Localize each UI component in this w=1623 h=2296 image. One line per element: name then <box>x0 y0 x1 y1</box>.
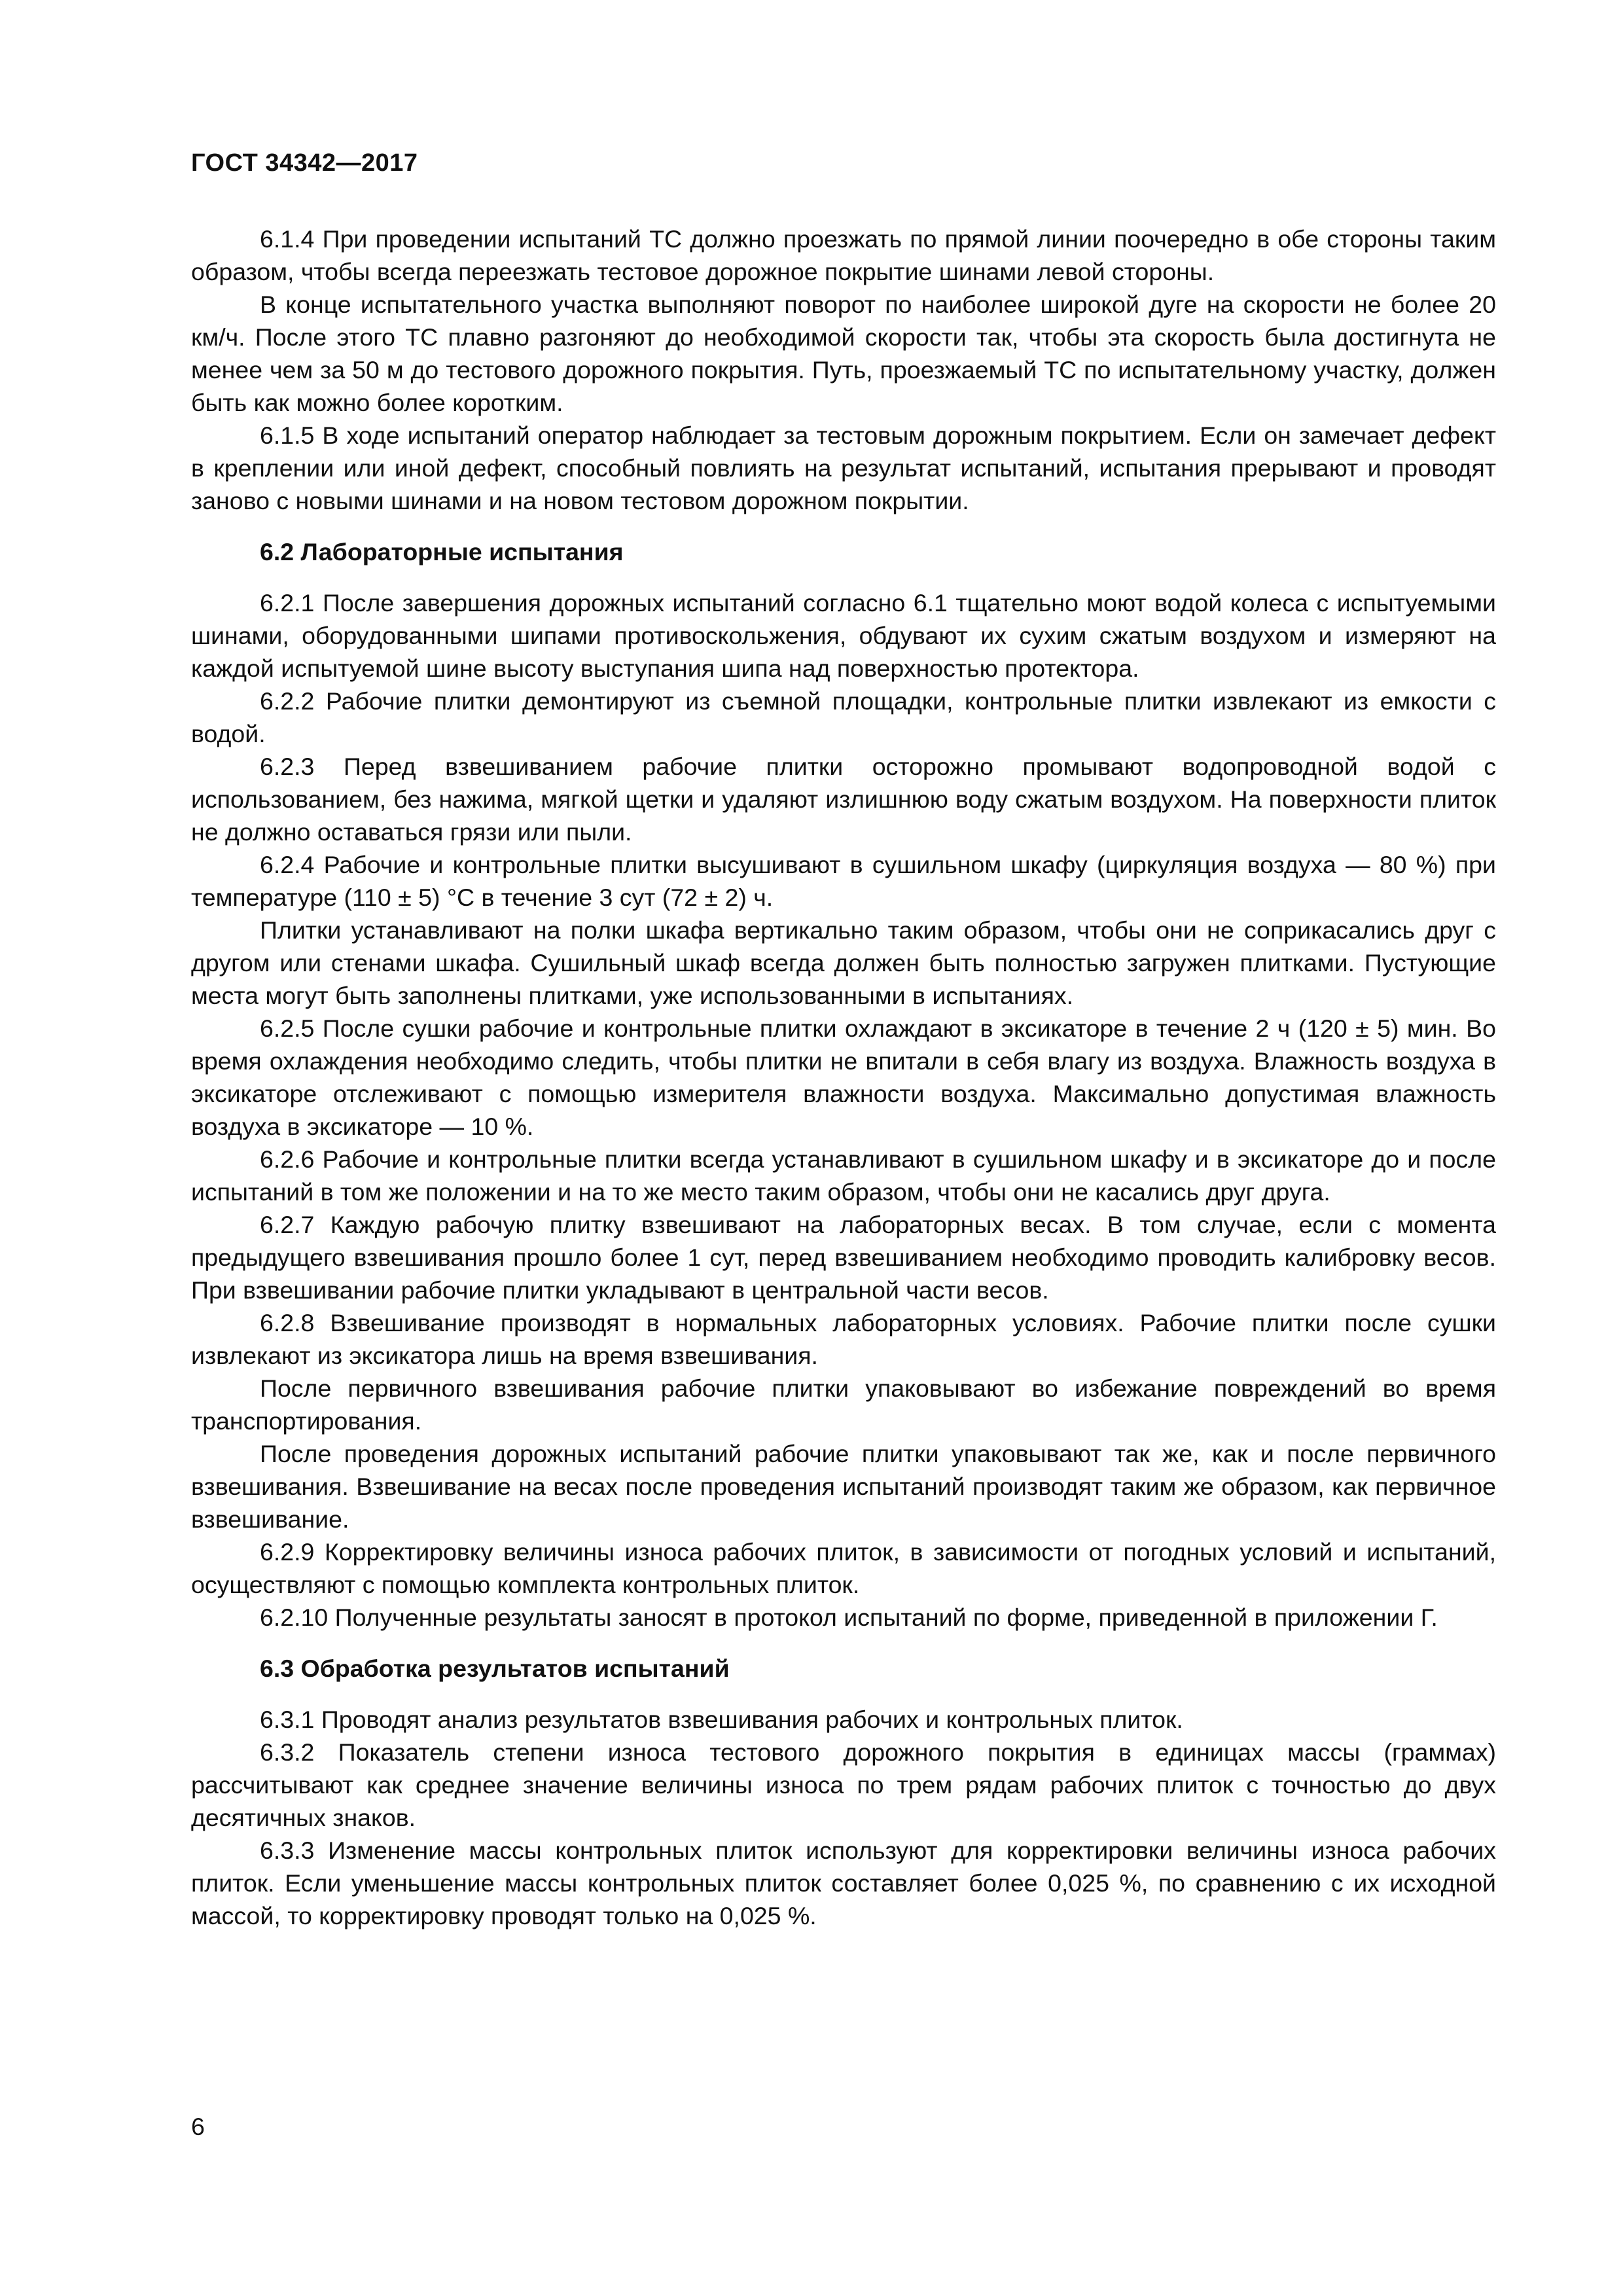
paragraph: В конце испытательного участка выполняют поворот по наиболее широкой дуге на скорости не более 20 км/ч. После этого ТС плавно разгоняют до необходимой скорости так, чтобы эта скорость была достигнута не менее чем за 50 м до тестового дорожного покрытия. Путь, проезжаемый ТС по испытательному участку, должен быть как можно более коротким. <box>191 291 1496 416</box>
paragraph: 6.3.1 Проводят анализ результатов взвешивания рабочих и контрольных плиток. <box>260 1706 1183 1733</box>
paragraph: 6.3.2 Показатель степени износа тестового дорожного покрытия в единицах массы (граммах) рассчитывают как среднее значение величины износа по трем рядам рабочих плиток с точностью до двух десятичных знаков. <box>191 1738 1496 1831</box>
paragraph: 6.3.3 Изменение массы контрольных плиток используют для корректировки величины износа рабочих плиток. Если уменьшение массы контрольных плиток составляет более 0,025 %, по сравнению с их исходной массой, то корректировку проводят только на 0,025 %. <box>191 1837 1496 1929</box>
paragraph: 6.2.3 Перед взвешиванием рабочие плитки осторожно промывают водопроводной водой с использованием, без нажима, мягкой щетки и удаляют излишнюю воду сжатым воздухом. На поверхности плиток не должно оставаться грязи или пыли. <box>191 753 1496 846</box>
paragraph: 6.2.5 После сушки рабочие и контрольные плитки охлаждают в эксикаторе в течение 2 ч (120 ± 5) мин. Во время охлаждения необходимо следить, чтобы плитки не впитали в себя влагу из воздуха. Влажность воздуха в эксикаторе отслеживают с помощью измерителя влажности воздуха. Максимально допустимая влажность воздуха в эксикаторе — 10 %. <box>191 1014 1496 1140</box>
paragraph: Плитки устанавливают на полки шкафа вертикально таким образом, чтобы они не соприкасались друг с другом или стенами шкафа. Сушильный шкаф всегда должен быть полностью загружен плитками. Пустующие места могут быть заполнены плитками, уже использованными в испытаниях. <box>191 916 1496 1009</box>
paragraph: 6.2.8 Взвешивание производят в нормальных лабораторных условиях. Рабочие плитки после сушки извлекают из эксикатора лишь на время взвешивания. <box>191 1309 1496 1369</box>
paragraph: 6.1.4 При проведении испытаний ТС должно проезжать по прямой линии поочередно в обе стороны таким образом, чтобы всегда переезжать тестовое дорожное покрытие шинами левой стороны. <box>191 225 1496 285</box>
paragraph: 6.2.6 Рабочие и контрольные плитки всегда устанавливают в сушильном шкафу и в эксикаторе до и после испытаний в том же положении и на то же место таким образом, чтобы они не касались друг друга. <box>191 1145 1496 1206</box>
paragraph: 6.2.10 Полученные результаты заносят в протокол испытаний по форме, приведенной в приложении Г. <box>260 1604 1438 1631</box>
document-body <box>191 223 1496 1932</box>
paragraph: 6.2.9 Корректировку величины износа рабочих плиток, в зависимости от погодных условий и испытаний, осуществляют с помощью комплекта контрольных плиток. <box>191 1538 1496 1598</box>
paragraph: 6.2.1 После завершения дорожных испытаний согласно 6.1 тщательно моют водой колеса с испытуемыми шинами, оборудованными шипами противоскольжения, обдувают их сухим сжатым воздухом и измеряют на каждой испытуемой шине высоту выступания шипа над поверхностью протектора. <box>191 589 1496 682</box>
document-header-code: ГОСТ 34342—2017 <box>191 149 418 177</box>
paragraph: 6.2.7 Каждую рабочую плитку взвешивают на лабораторных весах. В том случае, если с момента предыдущего взвешивания прошло более 1 сут, перед взвешиванием необходимо проводить калибровку весов. При взвешивании рабочие плитки укладывают в центральной части весов. <box>191 1211 1496 1304</box>
section-heading-6-3: 6.3 Обработка результатов испытаний <box>260 1655 730 1682</box>
page-number: 6 <box>191 2113 205 2140</box>
paragraph: 6.2.4 Рабочие и контрольные плитки высушивают в сушильном шкафу (циркуляция воздуха — 80 %) при температуре (110 ± 5) °С в течение 3 сут (72 ± 2) ч. <box>191 851 1496 911</box>
paragraph: 6.2.2 Рабочие плитки демонтируют из съемной площадки, контрольные плитки извлекают из емкости с водой. <box>191 687 1496 747</box>
paragraph: 6.1.5 В ходе испытаний оператор наблюдает за тестовым дорожным покрытием. Если он замечает дефект в креплении или иной дефект, способный повлиять на результат испытаний, испытания прерывают и проводят заново с новыми шинами и на новом тестовом дорожном покрытии. <box>191 422 1496 514</box>
section-heading-6-2: 6.2 Лабораторные испытания <box>260 538 624 565</box>
paragraph: После первичного взвешивания рабочие плитки упаковывают во избежание повреждений во время транспортирования. <box>191 1374 1496 1435</box>
paragraph: После проведения дорожных испытаний рабочие плитки упаковывают так же, как и после первичного взвешивания. Взвешивание на весах после проведения испытаний производят таким же образом, как первичное взвешивание. <box>191 1440 1496 1533</box>
